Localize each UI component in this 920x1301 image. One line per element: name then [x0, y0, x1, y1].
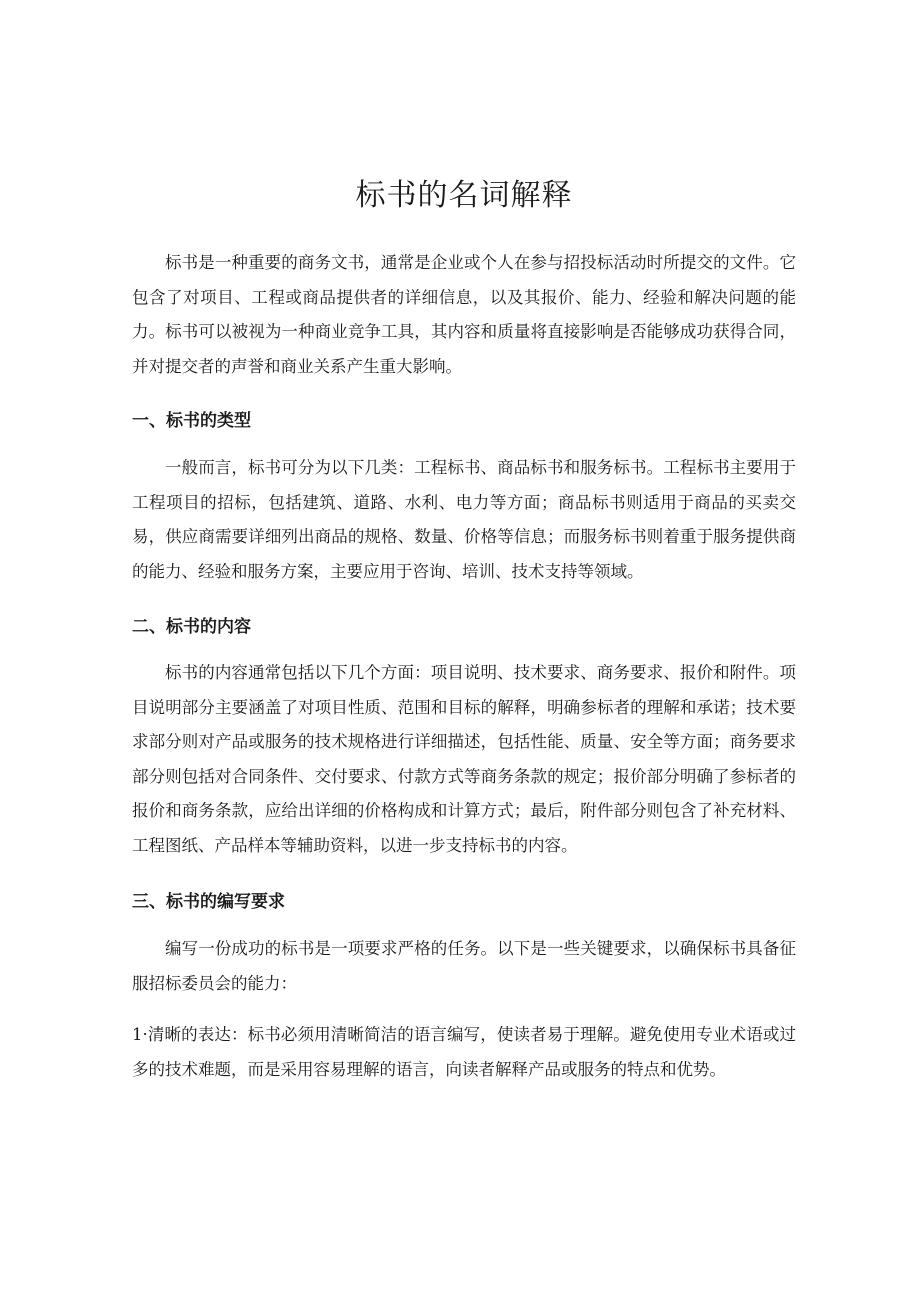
intro-paragraph: 标书是一种重要的商务文书，通常是企业或个人在参与招投标活动时所提交的文件。它包含了对项目、工程或商品提供者的详细信息，以及其报价、能力、经验和解决问题的能力。标书可以被视为一种商业竞争工具，其内容和质量将直接影响是否能够成功获得合同，并对提交者的声誉和商业关系产生重大影响。: [132, 253, 796, 376]
section-heading-requirements: 三、标书的编写要求: [132, 892, 285, 912]
section-heading-types: 一、标书的类型: [132, 411, 251, 431]
section-paragraph-types: 一般而言，标书可分为以下几类：工程标书、商品标书和服务标书。工程标书主要用于工程项目的招标，包括建筑、道路、水利、电力等方面；商品标书则适用于商品的买卖交易，供应商需要详细列出商品的规格、数量、价格等信息；而服务标书则着重于服务提供商的能力、经验和服务方案，主要应用于咨询、培训、技术支持等领域。: [132, 458, 796, 581]
section-heading-content: 二、标书的内容: [132, 617, 251, 637]
requirement-item-1: 1·清晰的表达：标书必须用清晰简洁的语言编写，使读者易于理解。避免使用专业术语或过多的技术难题，而是采用容易理解的语言，向读者解释产品或服务的特点和优势。: [132, 1025, 796, 1079]
document-title: 标书的名词解释: [355, 178, 573, 213]
section-paragraph-requirements: 编写一份成功的标书是一项要求严格的任务。以下是一些关键要求，以确保标书具备征服招标委员会的能力：: [132, 939, 796, 993]
section-paragraph-content: 标书的内容通常包括以下几个方面：项目说明、技术要求、商务要求、报价和附件。项目说明部分主要涵盖了对项目性质、范围和目标的解释，明确参标者的理解和承诺；技术要求部分则对产品或服务的技术规格进行详细描述，包括性能、质量、安全等方面；商务要求部分则包括对合同条件、交付要求、付款方式等商务条款的规定；报价部分明确了参标者的报价和商务条款，应给出详细的价格构成和计算方式；最后，附件部分则包含了补充材料、工程图纸、产品样本等辅助资料，以进一步支持标书的内容。: [132, 663, 796, 855]
